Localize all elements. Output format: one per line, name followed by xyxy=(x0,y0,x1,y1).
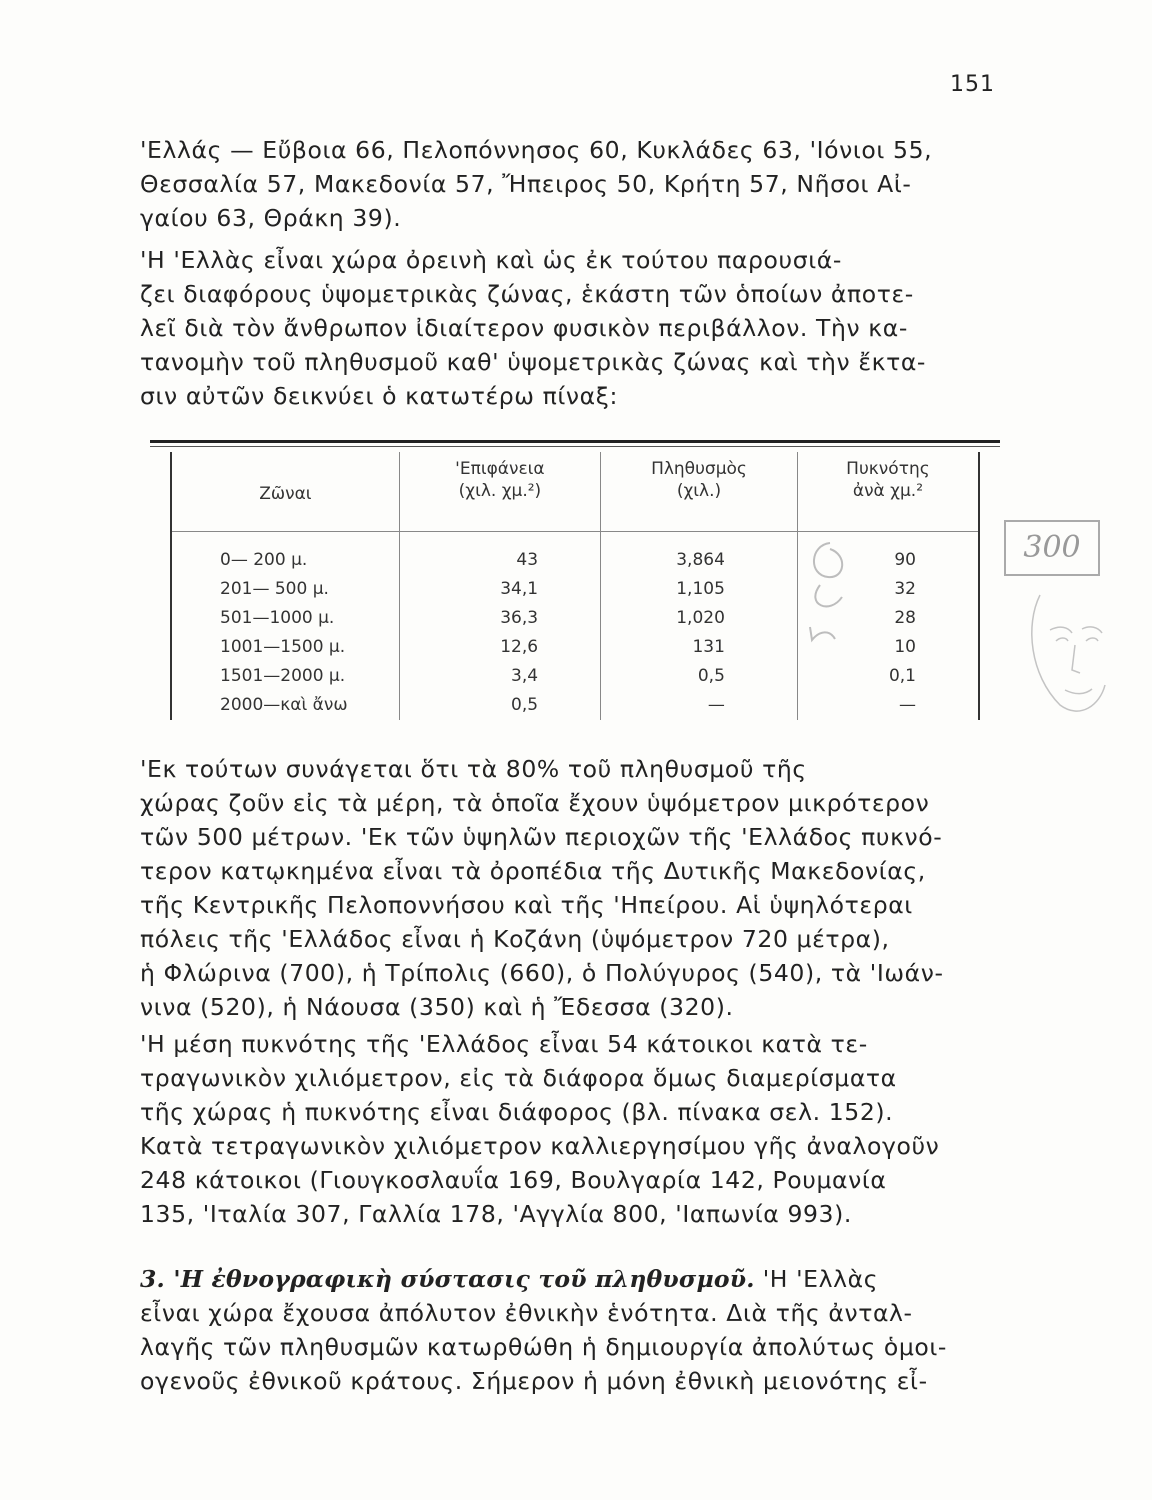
page-number: 151 xyxy=(950,72,995,97)
text-line: 'Ελλάς — Εὔβοια 66, Πελοπόννησος 60, Κυκλάδες 63, 'Ιόνιοι 55, xyxy=(140,136,933,164)
cell-population: 1,105 xyxy=(601,575,798,604)
text-line: τῆς Κεντρικῆς Πελοποννήσου καὶ τῆς 'Ηπείρου. Αἱ ὑψηλότεραι xyxy=(140,891,913,919)
table-row xyxy=(171,691,979,720)
text-line: νινα (520), ἡ Νάουσα (350) καὶ ἡ Ἔδεσσα (320). xyxy=(140,993,734,1021)
paragraph-altitude-zones xyxy=(140,243,1010,413)
text-line: 'Η μέση πυκνότης τῆς 'Ελλάδος εἶναι 54 κάτοικοι κατὰ τε- xyxy=(140,1030,868,1058)
text-line: λαγῆς τῶν πληθυσμῶν κατωρθώθη ἡ δημιουργία ἀπολύτως ὁμοι- xyxy=(140,1333,948,1361)
text-line: 135, 'Ιταλία 307, Γαλλία 178, 'Αγγλία 800, 'Ιαπωνία 993). xyxy=(140,1200,852,1228)
header-area-title: 'Επιφάνεια xyxy=(455,459,545,479)
text-line: εἶναι χώρα ἔχουσα ἀπόλυτον ἐθνικὴν ἑνότητα. Διὰ τῆς ἀνταλ- xyxy=(140,1299,913,1327)
cell-density: — xyxy=(797,691,979,720)
cell-area: 43 xyxy=(399,532,600,576)
cell-area: 36,3 xyxy=(399,604,600,633)
text-line: τραγωνικὸν χιλιόμετρον, εἰς τὰ διάφορα ὅμως διαμερίσματα xyxy=(140,1064,897,1092)
header-density xyxy=(797,452,979,532)
header-density-title: Πυκνότης xyxy=(846,459,930,479)
cell-area: 34,1 xyxy=(399,575,600,604)
text-line: λεῖ διὰ τὸν ἄνθρωπον ἰδιαίτερον φυσικὸν περιβάλλον. Τὴν κα- xyxy=(140,314,908,342)
text-line: 'Η 'Ελλὰς εἶναι χώρα ὀρεινὴ καὶ ὡς ἐκ τούτου παρουσιά- xyxy=(140,246,842,274)
paragraph-regional-figures xyxy=(140,133,1010,235)
header-area-unit: (χιλ. χμ.²) xyxy=(458,481,542,501)
cell-area: 3,4 xyxy=(399,662,600,691)
header-population-title: Πληθυσμὸς xyxy=(651,459,747,479)
cell-area: 0,5 xyxy=(399,691,600,720)
cell-density: 32 xyxy=(797,575,979,604)
text-line: τῆς χώρας ἡ πυκνότης εἶναι διάφορος (βλ. πίνακα σελ. 152). xyxy=(140,1098,894,1126)
table-top-rule xyxy=(150,440,1000,443)
cell-population: 131 xyxy=(601,633,798,662)
handwritten-annotation: 300 xyxy=(1004,520,1100,576)
cell-population: 1,020 xyxy=(601,604,798,633)
text-line: Κατὰ τετραγωνικὸν χιλιόμετρον καλλιεργησίμου γῆς ἀναλογοῦν xyxy=(140,1132,940,1160)
cell-area: 12,6 xyxy=(399,633,600,662)
header-density-unit: ἀνὰ χμ.² xyxy=(852,481,924,501)
text-line xyxy=(140,1262,1010,1296)
paragraph-average-density xyxy=(140,1027,1010,1231)
cell-population: 0,5 xyxy=(601,662,798,691)
text-line: τερον κατῳκημένα εἶναι τὰ ὀροπέδια τῆς Δυτικῆς Μακεδονίας, xyxy=(140,857,926,885)
table-top-rule-thin xyxy=(150,446,1000,447)
cell-zone: 1001—1500 μ. xyxy=(171,633,399,662)
section-ethnographic-composition xyxy=(140,1262,1010,1398)
face-sketch-icon xyxy=(1020,585,1120,725)
text-line: τανομὴν τοῦ πληθυσμοῦ καθ' ὑψομετρικὰς ζώνας καὶ τὴν ἔκτα- xyxy=(140,348,927,376)
cell-density: 28 xyxy=(797,604,979,633)
text-line: Θεσσαλία 57, Μακεδονία 57, Ἤπειρος 50, Κρήτη 57, Νῆσοι Αἰ- xyxy=(140,170,912,198)
section-lead-text: 'Η 'Ελλὰς xyxy=(754,1265,879,1293)
cell-population: 3,864 xyxy=(601,532,798,576)
table-header-row xyxy=(171,452,979,532)
cell-zone: 201— 500 μ. xyxy=(171,575,399,604)
paragraph-density-highlands xyxy=(140,752,1010,1024)
text-line: ἡ Φλώρινα (700), ἡ Τρίπολις (660), ὁ Πολύγυρος (540), τὰ 'Ιωάν- xyxy=(140,959,944,987)
section-heading: 3. 'Η ἐθνογραφικὴ σύστασις τοῦ πληθυσμοῦ. xyxy=(140,1265,755,1293)
cell-density: 90 xyxy=(797,532,979,576)
table-row xyxy=(171,662,979,691)
text-line: ογενοῦς ἐθνικοῦ κράτους. Σήμερον ἡ μόνη ἐθνικὴ μειονότης εἶ- xyxy=(140,1367,928,1395)
text-line: τῶν 500 μέτρων. 'Εκ τῶν ὑψηλῶν περιοχῶν τῆς 'Ελλάδος πυκνό- xyxy=(140,823,943,851)
cell-population: — xyxy=(601,691,798,720)
cell-zone: 501—1000 μ. xyxy=(171,604,399,633)
header-population-unit: (χιλ.) xyxy=(676,481,722,501)
text-line: χώρας ζοῦν εἰς τὰ μέρη, τὰ ὁποῖα ἔχουν ὑψόμετρον μικρότερον xyxy=(140,789,930,817)
cell-density: 10 xyxy=(797,633,979,662)
text-line: πόλεις τῆς 'Ελλάδος εἶναι ἡ Κοζάνη (ὑψόμετρον 720 μέτρα), xyxy=(140,925,890,953)
header-population xyxy=(601,452,798,532)
header-zones: Ζῶναι xyxy=(171,452,399,532)
cell-density: 0,1 xyxy=(797,662,979,691)
text-line: ζει διαφόρους ὑψομετρικὰς ζώνας, ἑκάστη τῶν ὁποίων ἀποτε- xyxy=(140,280,914,308)
cell-zone: 0— 200 μ. xyxy=(171,532,399,576)
text-line: γαίου 63, Θράκη 39). xyxy=(140,204,402,232)
cell-zone: 2000—καὶ ἄνω xyxy=(171,691,399,720)
text-line: σιν αὐτῶν δεικνύει ὁ κατωτέρω πίναξ: xyxy=(140,382,618,410)
cell-zone: 1501—2000 μ. xyxy=(171,662,399,691)
header-area xyxy=(399,452,600,532)
pencil-scribble-icon xyxy=(790,535,870,645)
text-line: 248 κάτοικοι (Γιουγκοσλαυΐα 169, Βουλγαρία 142, Ρουμανία xyxy=(140,1166,887,1194)
text-line: 'Εκ τούτων συνάγεται ὅτι τὰ 80% τοῦ πληθυσμοῦ τῆς xyxy=(140,755,807,783)
